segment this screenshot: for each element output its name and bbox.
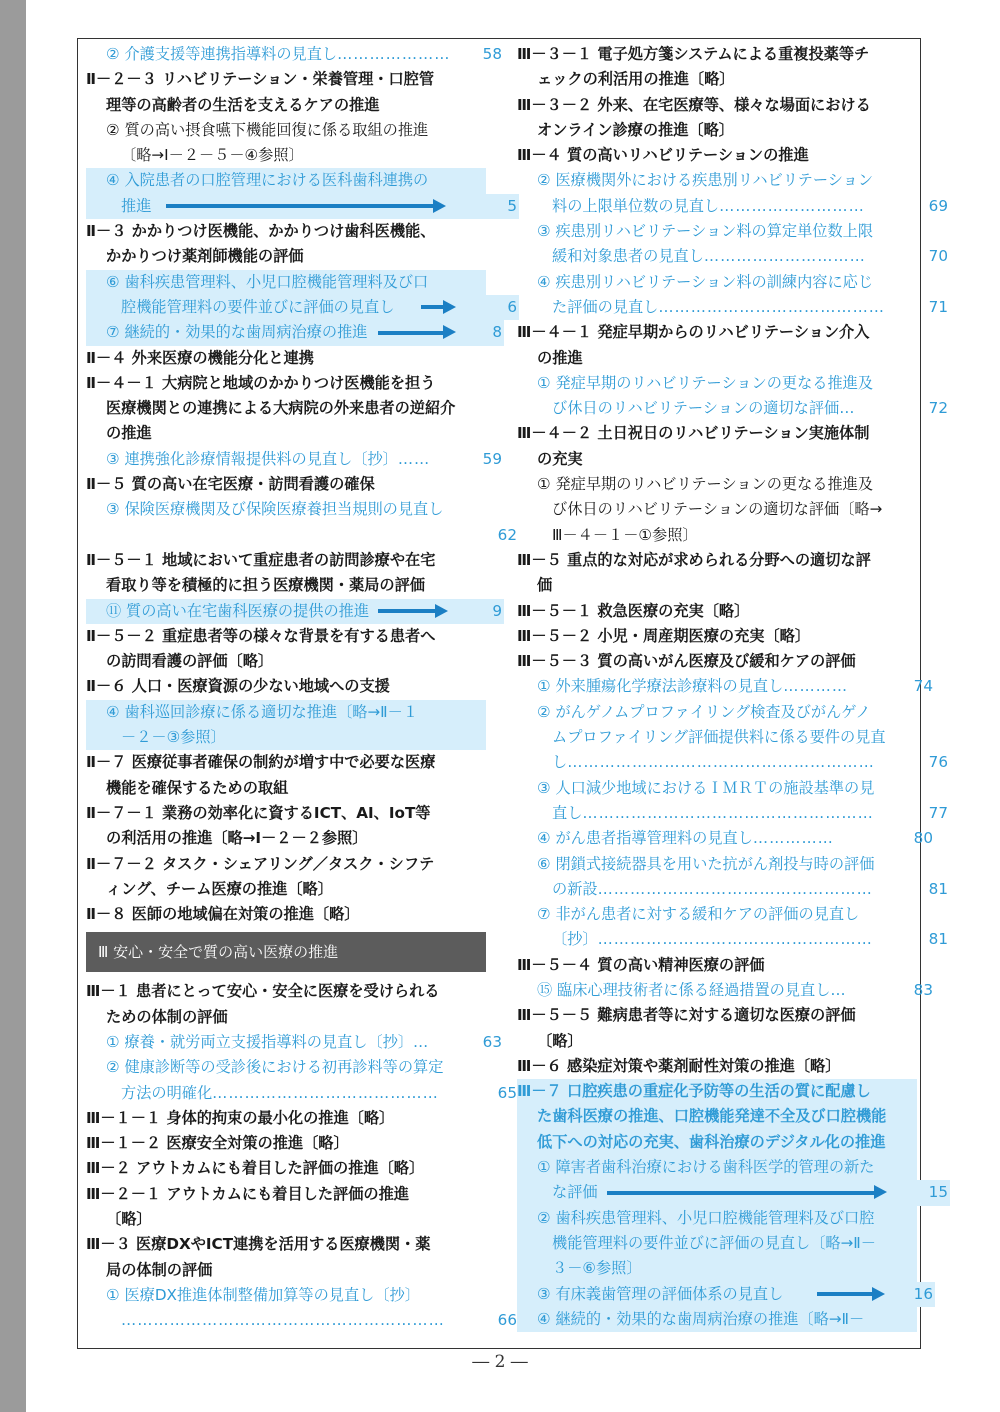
toc-entry-text: Ⅱ－２－３ リハビリテーション・栄養管理・口腔管	[86, 70, 435, 89]
toc-entry-text: ィング、チーム医療の推進〔略〕	[106, 879, 333, 898]
toc-entry-line[interactable]	[86, 523, 519, 548]
toc-entry-line	[517, 725, 917, 750]
toc-heading-line	[86, 346, 486, 371]
toc-heading-line	[517, 320, 917, 345]
page-ref[interactable]: 81	[928, 879, 948, 898]
toc-entry-text: ⑪ 質の高い在宅歯科医療の提供の推進	[106, 601, 370, 620]
toc-heading-line	[517, 447, 917, 472]
toc-entry-text: の推進	[537, 348, 583, 367]
toc-entry-text: かかりつけ薬剤師機能の評価	[106, 247, 304, 266]
toc-entry-text: ⑦ 継続的・効果的な歯周病治療の推進	[106, 323, 368, 342]
toc-entry-text: Ⅱ－３ かかりつけ医機能、かかりつけ歯科医機能、	[86, 222, 436, 241]
toc-entry-text: ⑥ 閉鎖式接続器具を用いた抗がん剤投与時の評価	[537, 854, 875, 873]
toc-heading-line	[86, 1207, 486, 1232]
toc-entry-text: Ⅱ－５－１ 地域において重症患者の訪問診療や在宅	[86, 550, 436, 569]
toc-heading-line	[517, 599, 917, 624]
toc-right-column	[517, 42, 948, 1332]
toc-entry-line	[86, 497, 486, 522]
toc-heading-line	[517, 1054, 917, 1079]
toc-entry-text: ④ 歯科巡回診療に係る適切な推進〔略→Ⅱ－１	[106, 702, 419, 721]
toc-entry-text: ② 歯科疾患管理料、小児口腔機能管理料及び口腔	[537, 1208, 875, 1227]
toc-entry-line[interactable]	[517, 1180, 950, 1205]
toc-heading-line	[86, 396, 486, 421]
toc-entry-text: ④ 入院患者の口腔管理における医科歯科連携の	[106, 171, 429, 190]
arrow-icon	[378, 599, 448, 624]
toc-entry-line	[517, 1256, 917, 1281]
toc-entry-text: 看取り等を積極的に担う医療機関・薬局の評価	[106, 576, 425, 595]
arrow-icon	[421, 295, 456, 320]
toc-heading-line	[86, 826, 486, 851]
toc-entry-text: ③ 疾患別リハビリテーション料の算定単位数上限	[537, 222, 874, 241]
toc-entry-line	[86, 143, 486, 168]
toc-entry-line[interactable]	[517, 801, 950, 826]
toc-heading-line	[86, 852, 486, 877]
toc-entry-line	[517, 523, 917, 548]
toc-entry-text: Ⅲ－５ 重点的な対応が求められる分野への適切な評	[517, 550, 871, 569]
toc-entry-line[interactable]	[517, 396, 950, 421]
toc-entry-text: 〔略〕	[537, 1031, 583, 1050]
toc-heading-line	[86, 1182, 486, 1207]
toc-entry-text: Ⅲ－１－２ 医療安全対策の推進〔略〕	[86, 1134, 349, 1153]
toc-entry-text: ③ 人口減少地域におけるＩＭＲＴの施設基準の見	[537, 778, 875, 797]
dot-leader: ……………………………………	[658, 297, 885, 316]
toc-entry-text: 機能管理料の要件並びに評価の見直し〔略→Ⅱ－	[552, 1233, 876, 1252]
toc-entry-line	[517, 472, 917, 497]
toc-entry-line[interactable]	[517, 927, 950, 952]
toc-entry-text: 推進	[121, 196, 152, 215]
toc-heading-line	[517, 143, 917, 168]
dot-leader: …………………………………………………	[567, 753, 875, 772]
toc-entry-text: の充実	[537, 449, 583, 468]
page-ref[interactable]: 63	[482, 1032, 502, 1051]
toc-entry-text: 医療機関との連携による大病院の外来患者の逆紹介	[106, 399, 456, 418]
toc-entry-text: び休日のリハビリテーションの適切な評価	[552, 399, 840, 418]
toc-heading-line	[517, 421, 917, 446]
toc-entry-text: ③ 有床義歯管理の評価体系の見直し	[537, 1284, 784, 1303]
toc-entry-text: し	[552, 753, 568, 772]
toc-heading-line	[517, 1029, 917, 1054]
toc-entry-text: Ⅲ－５－５ 難病患者等に対する適切な医療の評価	[517, 1006, 856, 1025]
toc-entry-text: Ⅱ－７ 医療従事者確保の制約が増す中で必要な医療	[86, 753, 436, 772]
toc-entry-line[interactable]	[86, 42, 504, 67]
toc-entry-text: の新設	[552, 879, 598, 898]
toc-entry-text: の訪問看護の評価〔略〕	[106, 652, 274, 671]
toc-heading-line	[86, 902, 486, 927]
toc-entry-text: Ⅲ－４ 質の高いリハビリテーションの推進	[517, 146, 809, 165]
toc-heading-line	[517, 93, 917, 118]
toc-entry-text: Ⅱ－４ 外来医療の機能分化と連携	[86, 348, 314, 367]
toc-entry-line	[86, 700, 486, 725]
toc-heading-line	[86, 67, 486, 92]
toc-heading-line	[86, 1258, 486, 1283]
toc-entry-line	[517, 1206, 917, 1231]
toc-entry-line[interactable]	[517, 826, 935, 851]
toc-entry-text: ⑥ 歯科疾患管理料、小児口腔機能管理料及び口	[106, 272, 429, 291]
toc-entry-line[interactable]	[517, 877, 950, 902]
page-ref[interactable]: 15	[927, 1180, 948, 1205]
toc-entry-line	[517, 1155, 917, 1180]
toc-heading-line	[86, 1005, 486, 1030]
toc-entry-text: Ⅲ－５－３ 質の高いがん医療及び緩和ケアの評価	[517, 652, 856, 671]
toc-entry-text: Ⅱ－５ 質の高い在宅医療・訪問看護の確保	[86, 475, 375, 494]
dot-leader: ………………………………………………	[582, 803, 874, 822]
toc-heading-line	[86, 979, 486, 1004]
toc-entry-line[interactable]	[517, 750, 950, 775]
toc-entry-text: 緩和対象患者の見直し	[552, 247, 704, 266]
toc-heading-line	[86, 219, 486, 244]
toc-entry-line	[86, 725, 486, 750]
page-ref[interactable]: 6	[505, 295, 517, 320]
toc-entry-text: の推進	[106, 424, 152, 443]
toc-entry-line[interactable]	[86, 295, 519, 320]
toc-entry-text: Ⅱ－６ 人口・医療資源の少ない地域への支援	[86, 677, 390, 696]
toc-entry-text: ３－⑥参照〕	[552, 1259, 642, 1278]
toc-entry-text: Ⅱ－７－１ 業務の効率化に資するICT、AI、IoT等	[86, 803, 431, 822]
toc-entry-text: Ⅲ－２－１ アウトカムにも着目した評価の推進	[86, 1184, 409, 1203]
dot-leader: …	[839, 399, 856, 418]
page-ref[interactable]: 16	[912, 1282, 933, 1307]
toc-entry-text: ための体制の評価	[106, 1007, 228, 1026]
toc-entry-line	[86, 270, 486, 295]
toc-entry-text: Ⅲ－１－１ 身体的拘束の最小化の推進〔略〕	[86, 1108, 395, 1127]
toc-entry-text: ③ 連携強化診療情報提供料の見直し〔抄〕	[106, 449, 398, 468]
toc-entry-text: 直し	[552, 803, 583, 822]
toc-entry-line	[86, 1283, 486, 1308]
dot-leader: …	[830, 980, 847, 999]
page-number: ― 2 ―	[472, 1352, 528, 1372]
toc-entry-text: Ⅱ－７－２ タスク・シェアリング／タスク・シフテ	[86, 854, 435, 873]
toc-entry-text: Ⅲ－４－１－①参照〕	[552, 525, 698, 544]
toc-entry-text: ② がんゲノムプロファイリング検査及びがんゲノ	[537, 702, 871, 721]
page-ref[interactable]: 58	[482, 45, 502, 63]
toc-entry-line	[517, 270, 917, 295]
toc-heading-line	[517, 953, 917, 978]
toc-entry-text: ② 質の高い摂食嚥下機能回復に係る取組の推進	[106, 120, 429, 139]
toc-entry-line[interactable]	[517, 978, 935, 1003]
toc-entry-text: －２－③参照〕	[121, 728, 226, 747]
toc-entry-text: び休日のリハビリテーションの適切な評価〔略→	[552, 500, 883, 519]
toc-entry-text: た歯科医療の推進、口腔機能発達不全及び口腔機能	[537, 1107, 887, 1126]
toc-heading-line	[86, 371, 486, 396]
page-ref[interactable]: 8	[490, 320, 502, 345]
toc-entry-line	[86, 168, 486, 193]
arrow-icon	[817, 1282, 885, 1307]
toc-entry-line	[517, 497, 917, 522]
toc-entry-text: Ⅲ－１ 患者にとって安心・安全に医療を受けられる	[86, 982, 440, 1001]
toc-entry-line	[517, 1231, 917, 1256]
toc-entry-text: ② 介護支援等連携指導料の見直し	[106, 45, 338, 63]
toc-entry-text: Ⅲ－４－１ 発症早期からのリハビリテーション介入	[517, 323, 870, 342]
toc-heading-line	[86, 472, 486, 497]
toc-entry-text: 〔略→Ⅰ－２－５－④参照〕	[121, 146, 304, 165]
arrow-icon	[166, 194, 446, 219]
toc-entry-line[interactable]	[517, 194, 950, 219]
toc-heading-line	[517, 1130, 917, 1155]
page-ref[interactable]: 74	[913, 677, 933, 696]
toc-entry-text: ④ 疾患別リハビリテーション料の訓練内容に応じ	[537, 272, 874, 291]
toc-entry-text: Ⅲ－４－２ 土日祝日のリハビリテーション実施体制	[517, 424, 870, 443]
toc-entry-text: 低下への対応の充実、歯科治療のデジタル化の推進	[537, 1132, 886, 1151]
toc-heading-line	[517, 1003, 917, 1028]
toc-entry-text: ② 健康診断等の受診後における初再診料等の算定	[106, 1058, 444, 1077]
toc-entry-line	[517, 168, 917, 193]
page-ref[interactable]: 71	[928, 297, 948, 316]
dot-leader: …………	[783, 677, 849, 696]
page-ref[interactable]: 5	[505, 194, 517, 219]
toc-heading-line	[86, 1156, 486, 1181]
toc-heading-line	[517, 67, 917, 92]
page-ref[interactable]: 77	[928, 803, 948, 822]
toc-heading-line	[86, 674, 486, 699]
toc-entry-text: ④ 継続的・効果的な歯周病治療の推進〔略→Ⅱ－	[537, 1309, 865, 1328]
dot-leader: …………………………	[703, 247, 866, 266]
page-ref[interactable]: 81	[928, 930, 948, 949]
page-ref[interactable]: 83	[913, 980, 933, 999]
arrow-icon	[607, 1180, 887, 1205]
toc-entry-text: Ⅲ－５－４ 質の高い精神医療の評価	[517, 955, 765, 974]
toc-heading-line	[86, 624, 486, 649]
toc-entry-line[interactable]	[86, 320, 504, 345]
toc-entry-text: ① 外来腫瘍化学療法診療料の見直し	[537, 677, 784, 696]
toc-entry-text: 〔抄〕	[552, 930, 598, 949]
toc-entry-text: た評価の見直し	[552, 297, 659, 316]
dot-leader: ……………………………………………	[597, 930, 873, 949]
page-ref[interactable]: 69	[928, 196, 948, 215]
page-ref[interactable]: 62	[497, 525, 517, 544]
page-ref[interactable]: 70	[928, 247, 948, 266]
toc-entry-text: ③ 保険医療機関及び保険医療養担当規則の見直し	[106, 500, 444, 519]
toc-entry-text: ① 発症早期のリハビリテーションの更なる推進及	[537, 475, 874, 494]
arrow-icon	[378, 320, 456, 345]
toc-heading-line	[517, 346, 917, 371]
toc-entry-line[interactable]	[86, 1308, 519, 1333]
toc-heading-line	[86, 421, 486, 446]
toc-heading-line	[86, 548, 486, 573]
toc-heading-line	[86, 776, 486, 801]
toc-entry-text: 局の体制の評価	[106, 1260, 213, 1279]
toc-entry-text: ① 障害者歯科治療における歯科医学的管理の新た	[537, 1158, 875, 1177]
toc-heading-line	[517, 624, 917, 649]
toc-heading-line	[517, 548, 917, 573]
toc-entry-text: ① 療養・就労両立支援指導料の見直し〔抄〕	[106, 1032, 414, 1051]
toc-entry-text: Ⅲ 安心・安全で質の高い医療の推進	[98, 943, 339, 962]
toc-entry-line	[86, 1055, 486, 1080]
toc-heading-line	[517, 1079, 917, 1104]
toc-heading-line	[86, 750, 486, 775]
toc-heading-line	[86, 244, 486, 269]
toc-entry-text: ⑮ 臨床心理技術者に係る経過措置の見直し	[537, 980, 831, 999]
page-ref[interactable]: 80	[913, 829, 933, 848]
toc-entry-text: Ⅲ－３ 医療DXやICT連携を活用する医療機関・薬	[86, 1235, 431, 1254]
dot-leader: ………………………	[719, 196, 865, 215]
section-heading	[86, 932, 486, 972]
toc-entry-text: ④ がん患者指導管理料の見直し	[537, 829, 753, 848]
dot-leader: ……………………………………………………	[121, 1311, 445, 1330]
toc-entry-line[interactable]	[517, 674, 935, 699]
toc-entry-text: ① 発症早期のリハビリテーションの更なる推進及	[537, 373, 874, 392]
toc-entry-text: 方法の明確化	[121, 1083, 213, 1102]
dot-leader: ……………………………………	[212, 1083, 439, 1102]
toc-heading-line	[86, 1131, 486, 1156]
toc-entry-line[interactable]	[86, 599, 504, 624]
toc-entry-line[interactable]	[517, 1282, 935, 1307]
toc-entry-text: Ⅲ－５－１ 救急医療の充実〔略〕	[517, 601, 750, 620]
toc-heading-line	[86, 649, 486, 674]
dot-leader: ……………	[752, 829, 834, 848]
toc-entry-text: 料の上限単位数の見直し	[552, 196, 720, 215]
toc-entry-line	[517, 776, 917, 801]
toc-heading-line	[517, 42, 917, 67]
toc-entry-text: ① 医療DX推進体制整備加算等の見直し〔抄〕	[106, 1285, 420, 1304]
toc-entry-line	[86, 118, 486, 143]
toc-entry-line[interactable]	[86, 447, 504, 472]
toc-entry-text: 〔略〕	[106, 1210, 152, 1229]
toc-entry-text: Ⅱ－５－２ 重症患者等の様々な背景を有する患者へ	[86, 626, 436, 645]
toc-entry-line[interactable]	[86, 194, 519, 219]
page-ref[interactable]: 76	[928, 753, 948, 772]
toc-entry-text: Ⅲ－６ 感染症対策や薬剤耐性対策の推進〔略〕	[517, 1056, 841, 1075]
dot-leader: ……	[397, 449, 431, 468]
toc-entry-text: ムプロファイリング評価提供料に係る要件の見直	[552, 728, 886, 747]
toc-heading-line	[517, 1104, 917, 1129]
dot-leader: ……………………………………………	[597, 879, 873, 898]
toc-entry-text: Ⅲ－３－１ 電子処方箋システムによる重複投薬等チ	[517, 45, 870, 63]
toc-heading-line	[86, 877, 486, 902]
toc-entry-text: 価	[537, 576, 553, 595]
dot-leader: …………………	[337, 45, 451, 63]
toc-heading-line	[517, 649, 917, 674]
toc-entry-line[interactable]	[86, 1081, 519, 1106]
dot-leader: …	[413, 1032, 430, 1051]
toc-heading-line	[517, 573, 917, 598]
toc-entry-line	[517, 902, 917, 927]
toc-left-column	[86, 42, 517, 1334]
toc-entry-text: ⑦ 非がん患者に対する緩和ケアの評価の見直し	[537, 905, 860, 924]
toc-heading-line	[86, 573, 486, 598]
toc-entry-text: オンライン診療の推進〔略〕	[537, 120, 734, 139]
toc-entry-text: ェックの利活用の推進〔略〕	[537, 70, 735, 89]
toc-entry-line	[517, 219, 917, 244]
toc-entry-text: Ⅲ－３－２ 外来、在宅医療等、様々な場面における	[517, 95, 871, 114]
toc-entry-text: 腔機能管理料の要件並びに評価の見直し	[121, 297, 395, 316]
toc-entry-line	[517, 1307, 917, 1332]
toc-entry-line	[517, 852, 917, 877]
toc-entry-text: Ⅲ－５－２ 小児・周産期医療の充実〔略〕	[517, 626, 811, 645]
toc-heading-line	[86, 93, 486, 118]
toc-entry-line	[517, 371, 917, 396]
toc-entry-text: な評価	[552, 1183, 598, 1202]
toc-heading-line	[86, 1106, 486, 1131]
page-ref[interactable]: 72	[928, 399, 948, 418]
toc-entry-line[interactable]	[517, 295, 950, 320]
toc-entry-text: Ⅱ－４－１ 大病院と地域のかかりつけ医機能を担う	[86, 373, 436, 392]
toc-heading-line	[86, 801, 486, 826]
toc-entry-text: Ⅱ－８ 医師の地域偏在対策の推進〔略〕	[86, 905, 360, 924]
toc-entry-text: 理等の高齢者の生活を支えるケアの推進	[106, 95, 380, 114]
toc-entry-text: 機能を確保するための取組	[106, 778, 289, 797]
page-ref[interactable]: 59	[482, 449, 502, 468]
toc-entry-line[interactable]	[517, 244, 950, 269]
page-ref[interactable]: 65	[497, 1083, 517, 1102]
page-ref[interactable]: 9	[490, 599, 502, 624]
toc-entry-line	[517, 700, 917, 725]
page-ref[interactable]: 66	[497, 1311, 517, 1330]
toc-entry-line[interactable]	[86, 1030, 504, 1055]
toc-heading-line	[517, 118, 917, 143]
toc-entry-text: の利活用の推進〔略→Ⅰ－２－２参照〕	[106, 829, 368, 848]
toc-heading-line	[86, 1232, 486, 1257]
toc-entry-text: ② 医療機関外における疾患別リハビリテーション	[537, 171, 874, 190]
side-margin-bar	[0, 0, 26, 1412]
toc-entry-text: Ⅲ－７ 口腔疾患の重症化予防等の生活の質に配慮し	[517, 1082, 871, 1101]
toc-entry-text: Ⅲ－２ アウトカムにも着目した評価の推進〔略〕	[86, 1159, 425, 1178]
